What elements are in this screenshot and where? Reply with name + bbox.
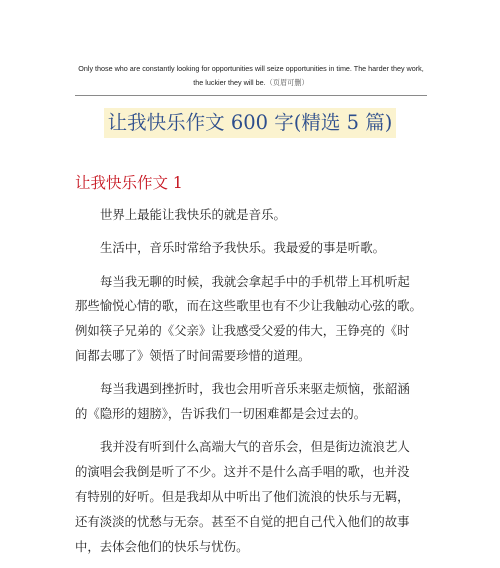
paragraph (75, 236, 427, 261)
paragraph-line: 中，去体会他们的快乐与忧伤。 (75, 538, 249, 554)
paragraph-line: 那些愉悦心情的歌，而在这些歌里也有不少让我触动心弦的歌。 (75, 298, 422, 314)
header-divider (75, 95, 427, 96)
page-header (75, 62, 427, 90)
paragraph-line: 我并没有听到什么高端大气的音乐会，但是街边流浪艺人 (100, 439, 410, 455)
essay-body (75, 203, 427, 568)
paragraph-line: 间都去哪了》领悟了时间需要珍惜的道理。 (75, 347, 311, 363)
header-quote-line-1: Only those who are constantly looking for opportunities will seize opportunities in time. The harder they work, (78, 64, 424, 73)
document-title-text: 让我快乐作文 600 字(精选 5 篇) (104, 108, 397, 138)
paragraph (75, 270, 427, 369)
paragraph-line: 例如筷子兄弟的《父亲》让我感受父爱的伟大，王铮亮的《时 (75, 323, 410, 339)
paragraph (75, 435, 427, 559)
paragraph (75, 377, 427, 427)
paragraph-line: 有特别的好听。但是我却从中听出了他们流浪的快乐与无羁， (75, 488, 410, 504)
paragraph-line: 每当我遇到挫折时，我也会用听音乐来驱走烦恼，张韶涵 (100, 381, 410, 397)
document-title (0, 108, 500, 138)
header-quote-end: the luckier they will be. (193, 78, 266, 87)
header-removable-tag: （页眉可删） (265, 78, 309, 87)
paragraph-line: 还有淡淡的忧愁与无奈。甚至不自觉的把自己代入他们的故事 (75, 513, 410, 529)
section-title: 让我快乐作文 1 (75, 174, 183, 192)
paragraph-line: 的演唱会我倒是听了不少。这并不是什么高手唱的歌，也并没 (75, 464, 410, 480)
paragraph-line: 生活中，音乐时常给予我快乐。我最爱的事是听歌。 (100, 240, 385, 256)
header-quote-line-2 (75, 76, 427, 90)
paragraph-line: 的《隐形的翅膀》，告诉我们一切困难都是会过去的。 (75, 406, 367, 422)
paragraph (75, 203, 427, 228)
paragraph-line: 世界上最能让我快乐的就是音乐。 (100, 207, 286, 222)
paragraph-line: 每当我无聊的时候，我就会拿起手中的手机带上耳机听起 (100, 273, 410, 289)
